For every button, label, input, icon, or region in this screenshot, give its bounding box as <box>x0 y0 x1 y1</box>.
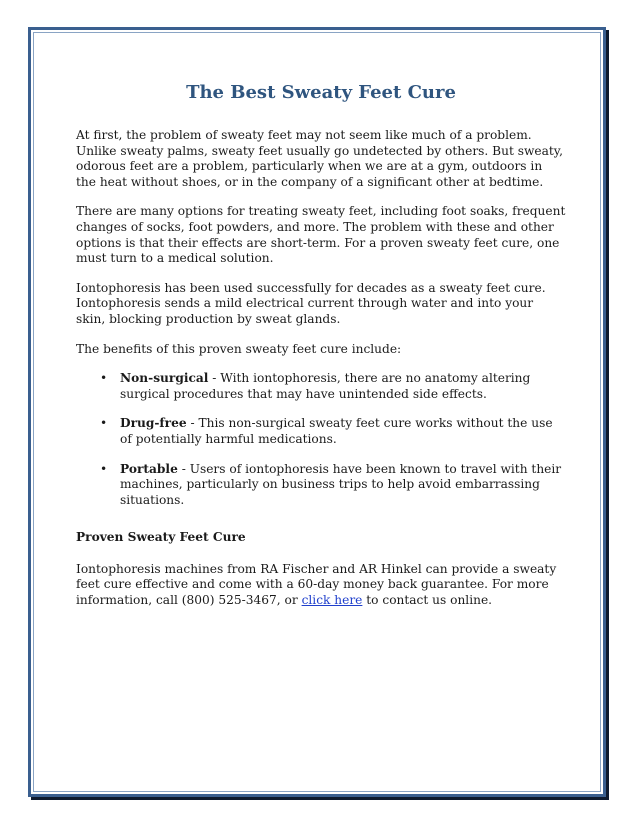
closing-paragraph <box>76 562 566 609</box>
closing-text: Iontophoresis machines from RA Fischer and AR Hinkel can provide a sweaty feet cure effective and come with a 60-day money back guarantee. For more information, call (800) 525-3467, or <box>76 561 557 608</box>
closing-text-end: to contact us online. <box>362 593 493 608</box>
benefit-term: Drug-free <box>120 416 187 431</box>
benefit-item-non-surgical <box>120 371 566 402</box>
benefit-item-portable <box>120 462 566 509</box>
intro-paragraph: At first, the problem of sweaty feet may not seem like much of a problem. Unlike sweaty palms, sweaty feet usually go undetected by others. But sweaty, odorous feet are a problem, particularly when we are at a gym, outdoors in the heat without shoes, or in the company of a significant other at bedtime. <box>76 128 563 189</box>
iontophoresis-paragraph: Iontophoresis has been used successfully for decades as a sweaty feet cure. Iontophoresis sends a mild electrical current through water and into your skin, blocking production by sweat glands. <box>76 280 546 326</box>
document-body <box>76 80 566 623</box>
contact-link[interactable]: click here <box>301 593 363 608</box>
benefit-text: - Users of iontophoresis have been known to travel with their machines, particularly on business trips to help avoid embarrassing situations. <box>120 461 562 507</box>
benefit-text: - With iontophoresis, there are no anatomy altering surgical procedures that may have unintended side effects. <box>120 371 531 401</box>
page-title: The Best Sweaty Feet Cure <box>186 82 456 103</box>
section-heading: Proven Sweaty Feet Cure <box>76 530 246 545</box>
benefits-intro: The benefits of this proven sweaty feet cure include: <box>76 341 402 356</box>
options-paragraph: There are many options for treating sweaty feet, including foot soaks, frequent changes of socks, foot powders, and more. The problem with these and other options is that their effects are short-term. For a proven sweaty feet cure, one must turn to a medical solution. <box>76 204 566 266</box>
benefit-term: Portable <box>120 461 178 476</box>
benefit-text: - This non-surgical sweaty feet cure works without the use of potentially harmful medications. <box>120 416 553 446</box>
benefit-term: Non-surgical <box>120 371 209 386</box>
benefit-item-drug-free <box>120 416 566 447</box>
benefits-list <box>76 371 566 508</box>
